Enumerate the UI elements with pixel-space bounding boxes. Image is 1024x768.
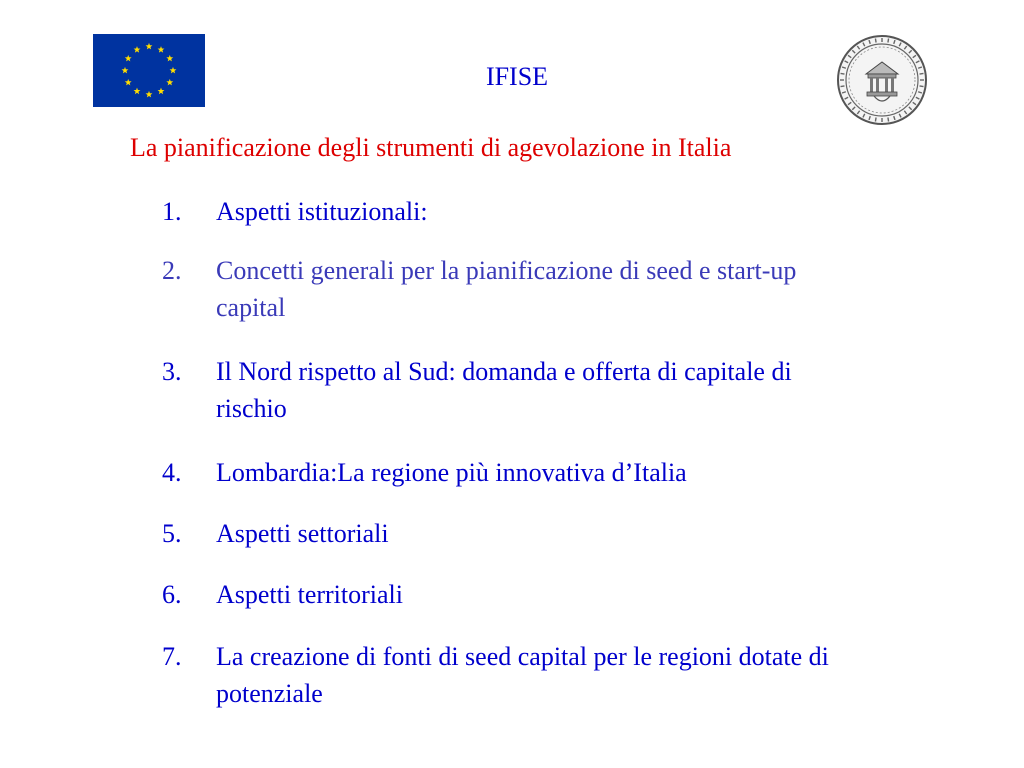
agenda-item-text: Concetti generali per la pianificazione di seed e start-up capital (216, 256, 797, 322)
agenda-item-number: 4. (162, 458, 182, 487)
agenda-item-text: Aspetti settoriali (216, 519, 389, 548)
seal-lettering-mark (875, 118, 876, 122)
agenda-item-1 (162, 193, 862, 230)
agenda-item-number: 2. (162, 256, 182, 285)
agenda-item-text: Lombardia:La regione più innovativa d’Italia (216, 458, 687, 487)
agenda-item-6 (162, 576, 862, 613)
agenda-item-3 (162, 353, 862, 427)
agenda-item-number: 3. (162, 357, 182, 386)
agenda-item-5 (162, 515, 862, 552)
agenda-item-text: Il Nord rispetto al Sud: domanda e offerta di capitale di rischio (216, 357, 792, 423)
slide-title: IFISE (485, 62, 549, 91)
agenda-item-number: 1. (162, 197, 182, 226)
slide-subtitle: La pianificazione degli strumenti di agevolazione in Italia (130, 133, 732, 162)
seal-lettering-mark (875, 39, 876, 43)
agenda-item-2 (162, 252, 862, 326)
agenda-item-text: La creazione di fonti di seed capital per le regioni dotate di potenziale (216, 642, 829, 708)
agenda-item-number: 6. (162, 580, 182, 609)
seal-lettering-mark (888, 118, 889, 122)
agenda-item-number: 7. (162, 642, 182, 671)
agenda-item-4 (162, 454, 862, 491)
agenda-item-text: Aspetti istituzionali: (216, 197, 428, 226)
agenda-item-text: Aspetti territoriali (216, 580, 404, 609)
agenda-item-7 (162, 638, 862, 712)
agenda-item-number: 5. (162, 519, 182, 548)
seal-lettering-mark (888, 39, 889, 43)
